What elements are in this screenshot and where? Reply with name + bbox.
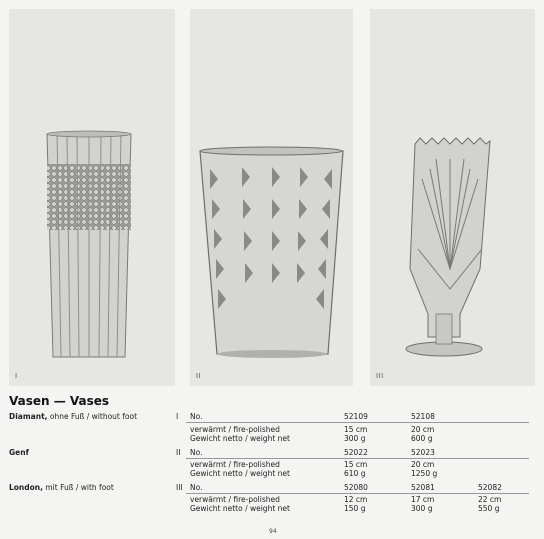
product-name-diamant: Diamant, ohne Fuß / without foot xyxy=(9,412,138,421)
size-value: 20 cm xyxy=(411,425,435,434)
label-finish: verwärmt / fire-polished xyxy=(190,495,280,504)
item-number: 52080 xyxy=(344,483,368,492)
vase-photo-london xyxy=(370,9,535,386)
section-heading: Vasen — Vases xyxy=(9,394,110,408)
weight-value: 150 g xyxy=(344,504,366,513)
label-no: No. xyxy=(190,483,203,492)
weight-value: 610 g xyxy=(344,469,366,478)
item-number: 52109 xyxy=(344,412,368,421)
page-number: 94 xyxy=(269,528,277,535)
weight-value: 300 g xyxy=(411,504,433,513)
photo-label: I xyxy=(15,372,18,380)
item-number: 52081 xyxy=(411,483,435,492)
vase-genf-illustration xyxy=(190,9,353,386)
size-value: 20 cm xyxy=(411,460,435,469)
label-weight: Gewicht netto / weight net xyxy=(190,434,290,443)
roman-numeral: III xyxy=(176,483,183,492)
size-value: 15 cm xyxy=(344,425,368,434)
item-number: 52022 xyxy=(344,448,368,457)
roman-numeral: II xyxy=(176,448,181,457)
vase-london-illustration xyxy=(370,9,535,386)
vase-photo-diamant xyxy=(9,9,175,386)
weight-value: 1250 g xyxy=(411,469,438,478)
label-no: No. xyxy=(190,412,203,421)
size-value: 15 cm xyxy=(344,460,368,469)
size-value: 17 cm xyxy=(411,495,435,504)
table-rule xyxy=(186,422,529,423)
label-no: No. xyxy=(190,448,203,457)
photo-label: III xyxy=(376,372,384,380)
label-finish: verwärmt / fire-polished xyxy=(190,460,280,469)
table-rule xyxy=(186,458,529,459)
roman-numeral: I xyxy=(176,412,179,421)
size-value: 12 cm xyxy=(344,495,368,504)
weight-value: 300 g xyxy=(344,434,366,443)
table-rule xyxy=(186,493,529,494)
vase-photo-genf xyxy=(190,9,353,386)
item-number: 52108 xyxy=(411,412,435,421)
product-name-london: London, mit Fuß / with foot xyxy=(9,483,114,492)
item-number: 52023 xyxy=(411,448,435,457)
weight-value: 550 g xyxy=(478,504,500,513)
weight-value: 600 g xyxy=(411,434,433,443)
product-name-genf: Genf xyxy=(9,448,29,457)
vase-diamant-illustration xyxy=(9,9,175,386)
label-weight: Gewicht netto / weight net xyxy=(190,469,290,478)
item-number: 52082 xyxy=(478,483,502,492)
photo-label: II xyxy=(196,372,202,380)
size-value: 22 cm xyxy=(478,495,502,504)
label-finish: verwärmt / fire-polished xyxy=(190,425,280,434)
label-weight: Gewicht netto / weight net xyxy=(190,504,290,513)
